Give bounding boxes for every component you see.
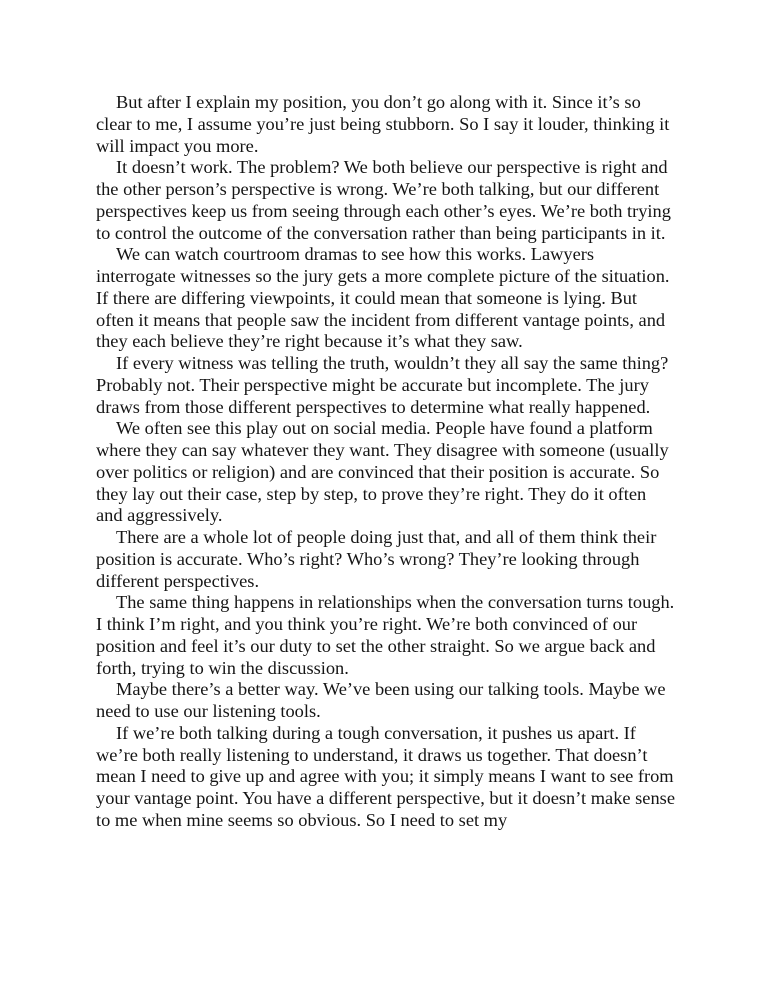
paragraph: The same thing happens in relationships when the conversation turns tough. I think I’m right, and you think you’re right. We’re both convinced of our position and feel it’s our duty to set the other straight. So we argue back and forth, trying to win the discussion. bbox=[96, 592, 675, 678]
paragraph: We often see this play out on social media. People have found a platform where they can say whatever they want. They disagree with someone (usually over politics or religion) and are convinced that their position is accurate. So they lay out their case, step by step, to prove they’re right. They do it often and aggressively. bbox=[96, 418, 669, 526]
paragraph: Maybe there’s a better way. We’ve been using our talking tools. Maybe we need to use our listening tools. bbox=[96, 679, 666, 721]
paragraph: There are a whole lot of people doing just that, and all of them think their position is accurate. Who’s right? Who’s wrong? They’re looking through different perspectives. bbox=[96, 527, 657, 591]
paragraph: If every witness was telling the truth, wouldn’t they all say the same thing? Probably not. Their perspective might be accurate but incomplete. The jury draws from those different perspectives to determine what really happened. bbox=[96, 353, 669, 417]
paragraph: It doesn’t work. The problem? We both believe our perspective is right and the other person’s perspective is wrong. We’re both talking, but our different perspectives keep us from seeing through each other’s eyes. We’re both trying to control the outcome of the conversation rather than being participants in it. bbox=[96, 157, 671, 243]
paragraph: If we’re both talking during a tough conversation, it pushes us apart. If we’re both really listening to understand, it draws us together. That doesn’t mean I need to give up and agree with you; it simply means I want to see from your vantage point. You have a different perspective, but it doesn’t make sense to me when mine seems so obvious. So I need to set my bbox=[96, 722, 675, 830]
paragraph: We can watch courtroom dramas to see how this works. Lawyers interrogate witnesses so the jury gets a more complete picture of the situation. If there are differing viewpoints, it could mean that someone is lying. But often it means that people saw the incident from different vantage points, and they each believe they’re right because it’s what they saw. bbox=[96, 244, 670, 352]
paragraph: But after I explain my position, you don’t go along with it. Since it’s so clear to me, I assume you’re just being stubborn. So I say it louder, thinking it will impact you more. bbox=[96, 92, 670, 156]
body-text bbox=[96, 92, 676, 832]
